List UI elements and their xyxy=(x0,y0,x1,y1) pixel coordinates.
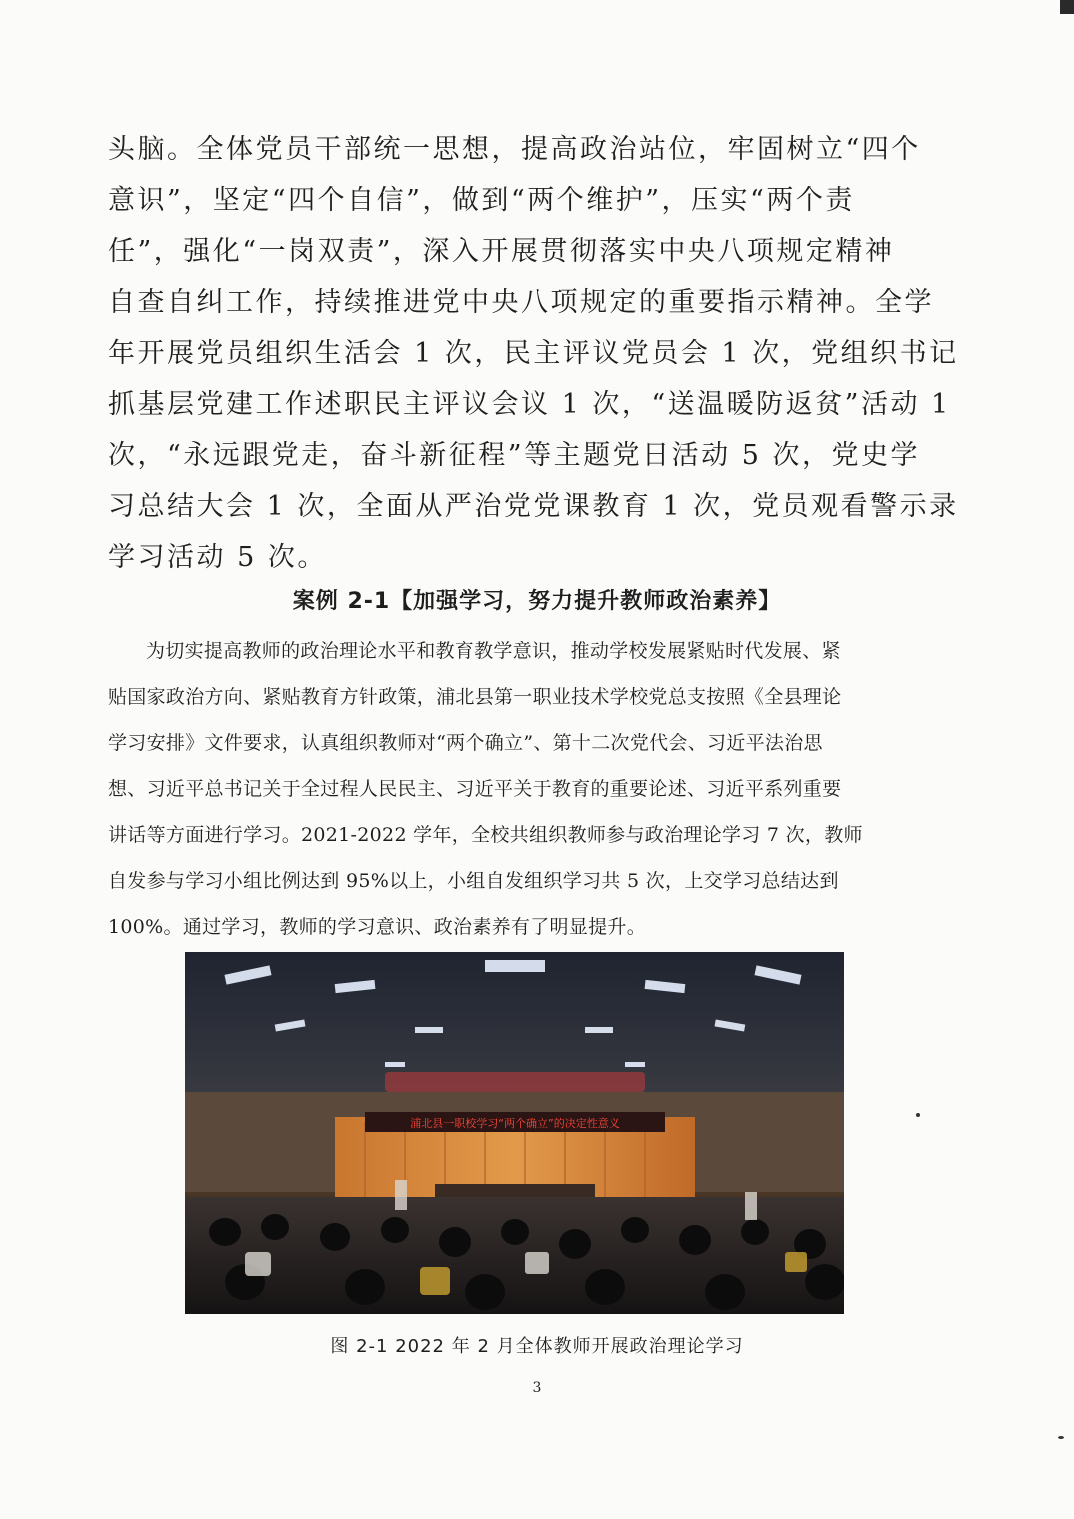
paragraph-line: 任”，强化“一岗双责”，深入开展贯彻落实中央八项规定精神 xyxy=(108,236,895,267)
paragraph-line: 头脑。全体党员干部统一思想，提高政治站位，牢固树立“四个 xyxy=(108,134,921,165)
meeting-hall-photo xyxy=(185,952,844,1314)
page-number: 3 xyxy=(532,1380,542,1396)
photo-illustration xyxy=(185,952,844,1314)
paragraph-line: 抓基层党建工作述职民主评议会议 1 次，“送温暖防返贫”活动 1 xyxy=(108,389,951,420)
case-line: 讲话等方面进行学习。2021-2022 学年，全校共组织教师参与政治理论学习 7 次，教师 xyxy=(108,824,863,846)
paragraph-line: 意识”，坚定“四个自信”，做到“两个维护”，压实“两个责 xyxy=(108,185,855,216)
scan-speck xyxy=(1058,1436,1064,1439)
case-line: 想、习近平总书记关于全过程人民民主、习近平关于教育的重要论述、习近平系列重要 xyxy=(108,778,842,800)
case-paragraph xyxy=(108,628,926,950)
paragraph-line: 次，“永远跟党走，奋斗新征程”等主题党日活动 5 次，党史学 xyxy=(108,440,920,471)
scan-edge-mark xyxy=(1060,0,1074,14)
scan-speck xyxy=(916,1113,920,1117)
body-paragraph xyxy=(108,124,959,583)
case-line: 为切实提高教师的政治理论水平和教育教学意识，推动学校发展紧贴时代发展、紧 xyxy=(146,640,841,662)
hall-banner-text: 浦北县一职校学习“两个确立”的决定性意义 xyxy=(410,1117,620,1130)
paragraph-line: 自查自纠工作，持续推进党中央八项规定的重要指示精神。全学 xyxy=(108,287,934,318)
case-line: 学习安排》文件要求，认真组织教师对“两个确立”、第十二次党代会、习近平法治思 xyxy=(108,732,823,754)
case-line: 自发参与学习小组比例达到 95%以上，小组自发组织学习共 5 次，上交学习总结达到 xyxy=(108,870,839,892)
paragraph-line: 习总结大会 1 次，全面从严治党党课教育 1 次，党员观看警示录 xyxy=(108,491,959,522)
paragraph-line: 年开展党员组织生活会 1 次，民主评议党员会 1 次，党组织书记 xyxy=(108,338,959,369)
case-line: 贴国家政治方向、紧贴教育方针政策，浦北县第一职业技术学校党总支按照《全县理论 xyxy=(108,686,842,708)
case-line: 100%。通过学习，教师的学习意识、政治素养有了明显提升。 xyxy=(108,916,647,938)
case-title: 案例 2-1【加强学习，努力提升教师政治素养】 xyxy=(292,589,782,614)
figure-caption: 图 2-1 2022 年 2 月全体教师开展政治理论学习 xyxy=(330,1336,744,1357)
paragraph-line: 学习活动 5 次。 xyxy=(108,542,327,573)
